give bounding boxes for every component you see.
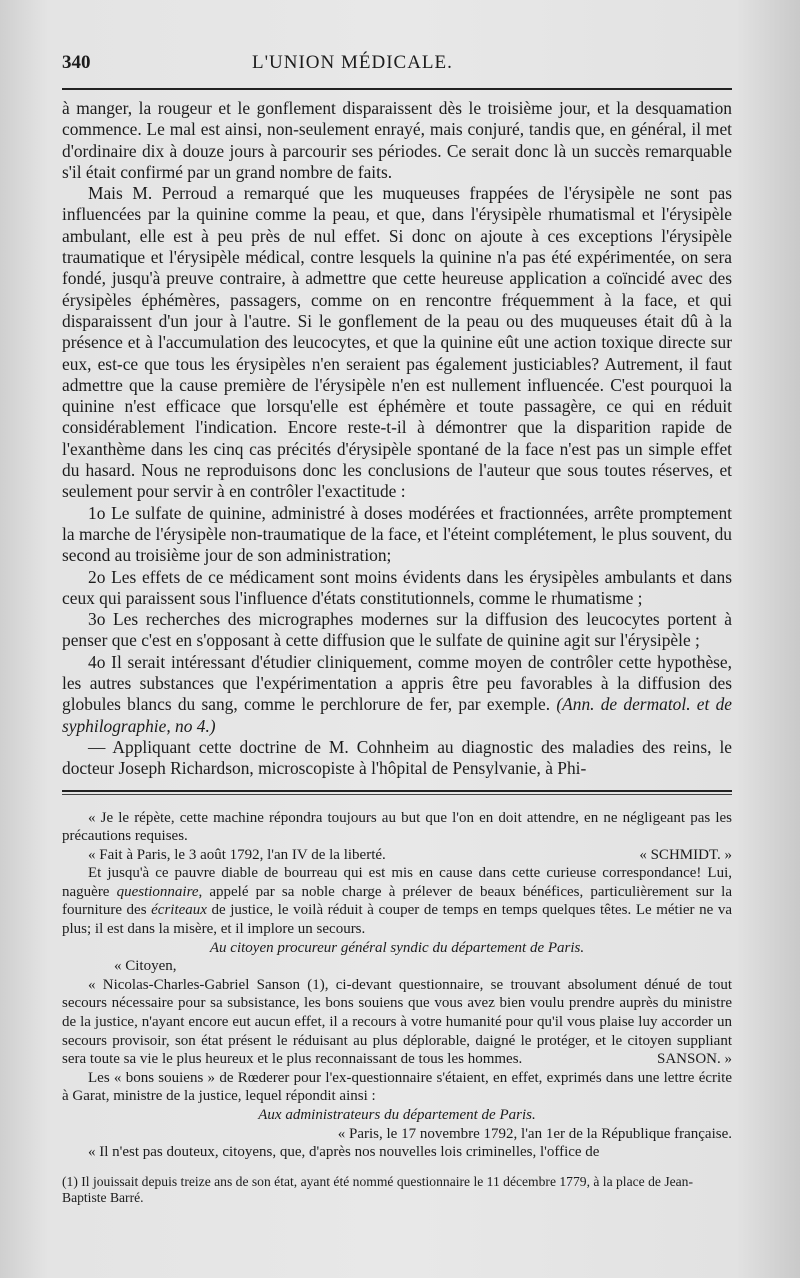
conclusion-3: 3o Les recherches des micrographes modernes sur la diffusion des leucocytes portent à penser que c'est en s'opposant à cette diffusion que le sulfate de quinine agit sur l'érysipèle ; bbox=[62, 609, 732, 651]
feuilleton-paragraph-bourreau bbox=[62, 864, 732, 938]
feuilleton-paragraph-roederer: Les « bons souiens » de Rœderer pour l'ex-questionnaire s'étaient, en effet, exprimés dans une lettre écrite à Garat, ministre de la justice, lequel répondit ainsi : bbox=[62, 1069, 732, 1105]
running-title: L'UNION MÉDICALE. bbox=[252, 52, 453, 73]
sanson-letter bbox=[62, 976, 732, 1069]
letter-heading-procureur: Au citoyen procureur général syndic du département de Paris. bbox=[209, 939, 585, 956]
date-line-paris: « Paris, le 17 novembre 1792, l'an 1er de la République française. bbox=[337, 1125, 732, 1142]
text-part: , appelé par sa noble charge à prélever de beaux bénéfices, particulièrement sur la fourniture des bbox=[62, 883, 732, 919]
paragraph-cohnheim: — Appliquant cette doctrine de M. Cohnheim au diagnostic des maladies des reins, le docteur Joseph Richardson, microscopiste à l'hôpital de Pensylvanie, à Phi- bbox=[62, 736, 732, 779]
conclusion-2: 2o Les effets de ce médicament sont moins évidents dans les érysipèles ambulants et dans ceux qui paraissent sous l'influence d'états constitutionnels, comme le rhumatisme ; bbox=[62, 566, 732, 608]
footnote: (1) Il jouissait depuis treize ans de son état, ayant été nommé questionnaire le 11 décembre 1779, à la place de Jean-Baptiste Barré. bbox=[62, 1173, 693, 1205]
feuilleton-separator bbox=[62, 790, 732, 792]
main-article bbox=[62, 98, 732, 780]
text-part: Et jusqu'à ce pauvre diable de bourreau qui est mis en cause dans cette curieuse correspondance! Lui, naguère bbox=[62, 865, 732, 900]
date-line: « Fait à Paris, le 3 août 1792, l'an IV de la liberté. bbox=[88, 846, 386, 863]
journal-reference: (Ann. de dermatol. et de syphilographie, no 4.) bbox=[62, 694, 732, 736]
conclusion-4-text: 4o Il serait intéressant d'étudier cliniquement, comme moyen de contrôler cette hypothèse, les autres substances que l'expérimentation a appris être peu favorables à la diffusion des globules blancs du sang, comme le perchlorure de fer, par exemple. bbox=[62, 651, 732, 715]
page-header bbox=[62, 52, 732, 90]
paragraph-1: à manger, la rougeur et le gonflement disparaissent dès le troisième jour, et la desquamation commence. Le mal est ainsi, non-seulement enrayé, mais conjuré, tandis que, en général, il met d'ordinaire dix à douze jours à parcourir ses périodes. Ce serait donc là un succès remarquable s'il était confirmé par un grand nombre de faits. bbox=[62, 98, 732, 182]
letter-heading-administrateurs: Aux administrateurs du département de Paris. bbox=[258, 1107, 536, 1123]
page-number: 340 bbox=[62, 52, 91, 73]
italic-word: questionnaire bbox=[116, 883, 199, 900]
sanson-letter-text: « Nicolas-Charles-Gabriel Sanson (1), ci-devant questionnaire, se trouvant absolument dénué de tout secours nécessaire pour sa subsistance, les bons souiens que vous avez bien voulu prendre auprès du ministre de la justice, n'ayant encore eut aucun effet, il a recours à votre humanité pour qu'il vous plaise luy accorder un secours provisoir, son état présent le réduisant au plus déplorable, daigné le protéger, et le citoyen suppliant sera toute sa vie le plus heureux et le plus reconnaissant de tous les hommes. bbox=[62, 976, 732, 1068]
conclusion-4 bbox=[62, 652, 732, 737]
signature-schmidt: « SCHMIDT. » bbox=[639, 846, 732, 863]
signature-sanson: SANSON. » bbox=[656, 1051, 732, 1068]
feuilleton-section bbox=[62, 809, 732, 1162]
dated-signature-line bbox=[62, 846, 732, 865]
italic-word: écriteaux bbox=[151, 902, 207, 919]
text-part: de justice, le voilà réduit à couper de temps en temps quelques têtes. Le métier ne va plus; il est dans la misère, et il implore un secours. bbox=[62, 902, 732, 938]
paragraph-2: Mais M. Perroud a remarqué que les muqueuses frappées de l'érysipèle ne sont pas influencées par la quinine comme la peau, et que, dans l'érysipèle rhumatismal et l'érysipèle ambulant, elle est à peu près de nul effet. Si donc on ajoute à ces exceptions l'érysipèle traumatique et l'érysipèle médical, contre lesquels la quinine n'a pas été expérimentée, on sera fondé, jusqu'à preuve contraire, à admettre que cette heureuse application a coïncidé avec des érysipèles éphémères, passagers, comme on en rencontre fréquemment à la face, et qui disparaissent d'un jour à l'autre. Si le gonflement de la peau ou des muqueuses était dû à la présence et à l'accumulation des leucocytes, et que la quinine eût une action toxique directe sur eux, est-ce que tous les érysipèles n'en seraient pas également justiciables? Autrement, il faut admettre que la cause première de l'érysipèle n'en est nullement influencée. C'est pourquoi la quinine n'est efficace que lorsqu'elle est éphémère et toute passagère, ce qui en réduit considérablement l'indication. Encore reste-t-il à démontrer que la disparition rapide de l'exanthème dans les cinq cas précités d'érysipèle spontané de la face n'est pas un simple effet du hasard. Nous ne reproduisons donc les conclusions de l'auteur que sous toutes réserves, et seulement pour servir à en contrôler l'exactitude : bbox=[62, 183, 732, 502]
feuilleton-quote: « Je le répète, cette machine répondra toujours au but que l'on en doit attendre, en ne négligeant pas les précautions requises. bbox=[62, 809, 732, 845]
garat-letter-start: « Il n'est pas douteux, citoyens, que, d'après nos nouvelles lois criminelles, l'office de bbox=[88, 1144, 600, 1161]
conclusion-1: 1o Le sulfate de quinine, administré à doses modérées et fractionnées, arrête promptement la marche de l'érysipèle non-traumatique de la face, et l'éteint complétement, le plus souvent, du second au troisième jour de son administration; bbox=[62, 502, 732, 566]
salutation: « Citoyen, bbox=[114, 958, 177, 975]
feuilleton-separator-thin bbox=[62, 794, 732, 795]
